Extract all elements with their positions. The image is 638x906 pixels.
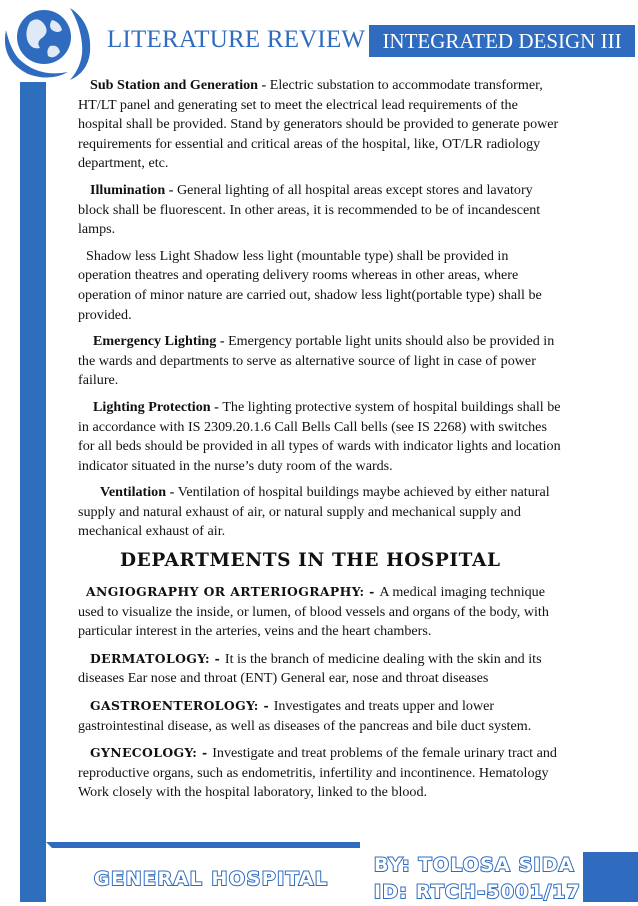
department-dermatology (78, 649, 562, 689)
paragraph-text: Emergency portable light units should also be provided in the wards and departments to serve as alternative source of light in case of power failure. (78, 333, 555, 389)
course-title-banner: INTEGRATED DESIGN III (369, 25, 635, 57)
author-block (374, 852, 581, 906)
department-text: Investigate and treat problems of the female urinary tract and reproductive organs, such as endometritis, infertility and incontinence. Hematology Work closely with the hospital laboratory, linked to the blood. (78, 745, 557, 801)
department-name: GYNECOLOGY: - (90, 745, 213, 761)
paragraph-lead: Ventilation - (100, 484, 178, 501)
department-text: It is the branch of medicine dealing with the skin and its diseases Ear nose and throat (ENT) General ear, nose and throat diseases (78, 650, 542, 687)
departments-heading: DEPARTMENTS IN THE HOSPITAL (120, 550, 501, 572)
globe-hands-logo-icon (0, 0, 95, 82)
paragraph-lead: Illumination - (90, 181, 177, 198)
department-name: DERMATOLOGY: - (90, 650, 225, 666)
department-name: GASTROENTEROLOGY: - (90, 698, 274, 714)
department-text: Investigates and treats upper and lower gastrointestinal disease, as well as diseases of the pancreas and bile duct system. (78, 698, 532, 734)
left-accent-bar (20, 0, 46, 902)
paragraph-emergency-lighting (78, 332, 562, 391)
department-text: A medical imaging technique used to visualize the inside, or lumen, of blood vessels and organs of the body, with particular interest in the arteries, veins and the heart chambers. (78, 584, 549, 640)
project-name: GENERAL HOSPITAL (94, 868, 329, 890)
department-gynecology (78, 743, 562, 803)
paragraph-ventilation (78, 483, 562, 542)
department-angiography (78, 582, 562, 642)
paragraph-shadowless-light (78, 247, 562, 325)
paragraph-text: The lighting protective system of hospital buildings shall be in accordance with IS 2309.20.1.6 Call Bells Call bells (see IS 2268) with switches for all beds should be provided in all types of wards with indicator lights and location indicator situated in the nurse’s duty room of the wards. (78, 398, 561, 474)
paragraph-lead: Sub Station and Generation - (90, 77, 270, 93)
author-name: BY: TOLOSA SIDA (374, 854, 575, 876)
department-gastroenterology (78, 696, 562, 736)
corner-accent-block (583, 852, 638, 902)
paragraph-lead: Lighting Protection - (93, 398, 223, 415)
paragraph-text: Ventilation of hospital buildings maybe achieved by either natural supply and natural exhaust of air, or natural supply and mechanical supply and mechanical exhaust of air. (78, 484, 550, 540)
department-name: ANGIOGRAPHY OR ARTERIOGRAPHY: - (86, 584, 380, 600)
paragraph-lighting-protection (78, 398, 562, 476)
paragraph-illumination (78, 181, 562, 240)
student-id: ID: RTCH-5001/17 (374, 881, 581, 903)
paragraph-text: Shadow less Light Shadow less light (mountable type) shall be provided in operation theatres and operating delivery rooms whereas in other areas, where operation of minor nature are carried out, shadow less light(portable type) shall be provided. (78, 247, 542, 323)
document-body (78, 76, 562, 810)
paragraph-text: General lighting of all hospital areas except stores and lavatory block shall be fluorescent. In other areas, it is recommended to be of incandescent lamps. (78, 181, 541, 238)
paragraph-substation (78, 76, 562, 174)
paragraph-text: Electric substation to accommodate transformer, HT/LT panel and generating set to meet the electrical lead requirements of the hospital shall be provided. Stand by generators should be provided to generate power requirements for essential and critical areas of the hospital, like, OT/LR radiology department, etc. (78, 77, 559, 172)
paragraph-lead: Emergency Lighting - (93, 333, 229, 350)
section-title: LITERATURE REVIEW (107, 26, 366, 53)
